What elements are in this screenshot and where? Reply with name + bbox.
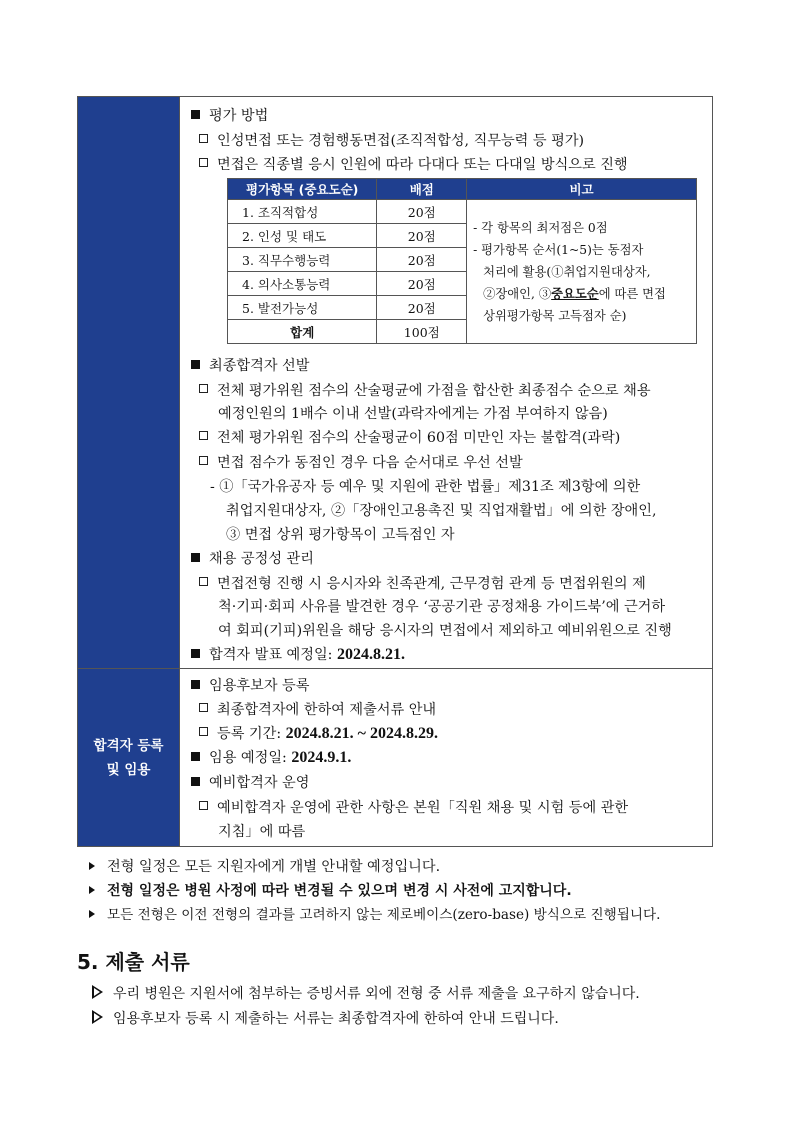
eval-method-item: 면접은 직종별 응시 인원에 따라 다대다 또는 다대일 방식으로 진행 [199,155,628,175]
final-selection-heading: 최종합격자 선발 [191,356,309,376]
eval-item: 3. 직무수행능력 [228,248,377,272]
eval-score: 20점 [377,200,467,224]
reserve-item: 예비합격자 운영에 관한 사항은 본원「직원 채용 및 시험 등에 관한 [199,798,628,818]
appointment-label-line2: 및 임용 [106,761,151,778]
hollow-square-bullet-icon [199,431,208,440]
eval-item: 5. 발전가능성 [228,296,377,320]
announcement-line: 합격자 발표 예정일: 2024.8.21. [191,645,405,665]
appointment-label-line1: 합격자 등록 [93,737,164,754]
header-score: 배점 [377,179,467,200]
square-bullet-icon [191,649,200,658]
outline-triangle-icon [92,1010,103,1024]
evaluation-criteria-table [227,178,697,344]
registration-period-value: 2024.8.21. ~ 2024.8.29. [285,725,438,742]
table-header-row [228,179,697,200]
eval-note: - 각 항목의 최저점은 0점 - 평가항목 순서(1~5)는 동점자 처리에 활용(①취업지원대상자, ②장애인, ③중요도순에 따른 면접 상위평가항목 고득점자 순) [467,200,697,344]
note-item: 전형 일정은 모든 지원자에게 개별 안내할 예정입니다. [89,857,440,877]
final-selection-item-cont: 예정인원의 1배수 이내 선발(과락자에게는 가점 부여하지 않음) [218,406,608,422]
hollow-square-bullet-icon [199,384,208,393]
tie-rule-line: 취업지원대상자, ②「장애인고용촉진 및 직업재활법」에 의한 장애인, [226,503,657,519]
hollow-square-bullet-icon [199,703,208,712]
note-item-bold: 전형 일정은 병원 사정에 따라 변경될 수 있으며 변경 시 사전에 고지합니다. [89,881,572,901]
eval-method-heading: 평가 방법 [191,106,268,126]
triangle-bullet-icon [89,910,95,918]
section5-item: 임용후보자 등록 시 제출하는 서류는 최종합격자에 한하여 안내 드립니다. [92,1009,559,1029]
reserve-item-cont: 지침」에 따름 [218,824,306,840]
hollow-square-bullet-icon [199,158,208,167]
appointment-date-line: 임용 예정일: 2024.9.1. [191,748,351,768]
eval-score: 20점 [377,272,467,296]
eval-method-item: 인성면접 또는 경험행동면접(조직적합성, 직무능력 등 평가) [199,131,584,151]
section-label-main [78,97,180,668]
square-bullet-icon [191,752,200,761]
final-selection-item: 전체 평가위원 점수의 산술평균에 가점을 합산한 최종점수 순으로 채용 [199,381,651,401]
square-bullet-icon [191,360,200,369]
triangle-bullet-icon [89,886,95,894]
section-label-appointment [78,669,180,846]
hollow-square-bullet-icon [199,801,208,810]
announcement-date: 2024.8.21. [336,646,405,663]
header-note: 비고 [467,179,697,200]
tie-rule-line: ③ 면접 상위 평가항목이 고득점인 자 [226,527,455,543]
total-label: 합계 [228,320,377,344]
tie-rule-line: - ①「국가유공자 등 예우 및 지원에 관한 법률」제31조 제3항에 의한 [210,479,641,495]
registration-period: 등록 기간: 2024.8.21. ~ 2024.8.29. [199,724,438,744]
outline-triangle-icon [92,985,103,999]
square-bullet-icon [191,680,200,689]
final-selection-item: 전체 평가위원 점수의 산술평균이 60점 미만인 자는 불합격(과락) [199,428,620,448]
note-item: 모든 전형은 이전 전형의 결과를 고려하지 않는 제로베이스(zero-base) 방식으로 진행됩니다. [89,905,660,925]
reserve-heading: 예비합격자 운영 [191,773,309,793]
section5-item: 우리 병원은 지원서에 첨부하는 증빙서류 외에 전형 중 서류 제출을 요구하지 않습니다. [92,984,640,1004]
hollow-square-bullet-icon [199,577,208,586]
hollow-square-bullet-icon [199,456,208,465]
square-bullet-icon [191,110,200,119]
fairness-item-cont: 여 회피(기피)위원을 해당 응시자의 면접에서 제외하고 예비위원으로 진행 [218,623,672,639]
hollow-square-bullet-icon [199,134,208,143]
eval-score: 20점 [377,224,467,248]
appointment-date: 2024.9.1. [291,749,352,766]
square-bullet-icon [191,553,200,562]
eval-score: 20점 [377,296,467,320]
eval-score: 20점 [377,248,467,272]
registration-heading: 임용후보자 등록 [191,676,309,696]
eval-item: 2. 인성 및 태도 [228,224,377,248]
table-row [228,200,697,224]
header-item: 평가항목 (중요도순) [228,179,377,200]
hollow-square-bullet-icon [199,727,208,736]
fairness-item-cont: 척·기피·회피 사유를 발견한 경우 ‘공공기관 공정채용 가이드북’에 근거하 [218,599,666,615]
total-score: 100점 [377,320,467,344]
triangle-bullet-icon [89,862,95,870]
registration-item: 최종합격자에 한하여 제출서류 안내 [199,700,436,720]
square-bullet-icon [191,777,200,786]
fairness-item: 면접전형 진행 시 응시자와 친족관계, 근무경험 관계 등 면접위원의 제 [199,574,646,594]
eval-item: 4. 의사소통능력 [228,272,377,296]
fairness-heading: 채용 공정성 관리 [191,549,314,569]
final-selection-item: 면접 점수가 동점인 경우 다음 순서대로 우선 선발 [199,453,523,473]
section-title: 5. 제출 서류 [77,950,190,974]
eval-item: 1. 조직적합성 [228,200,377,224]
